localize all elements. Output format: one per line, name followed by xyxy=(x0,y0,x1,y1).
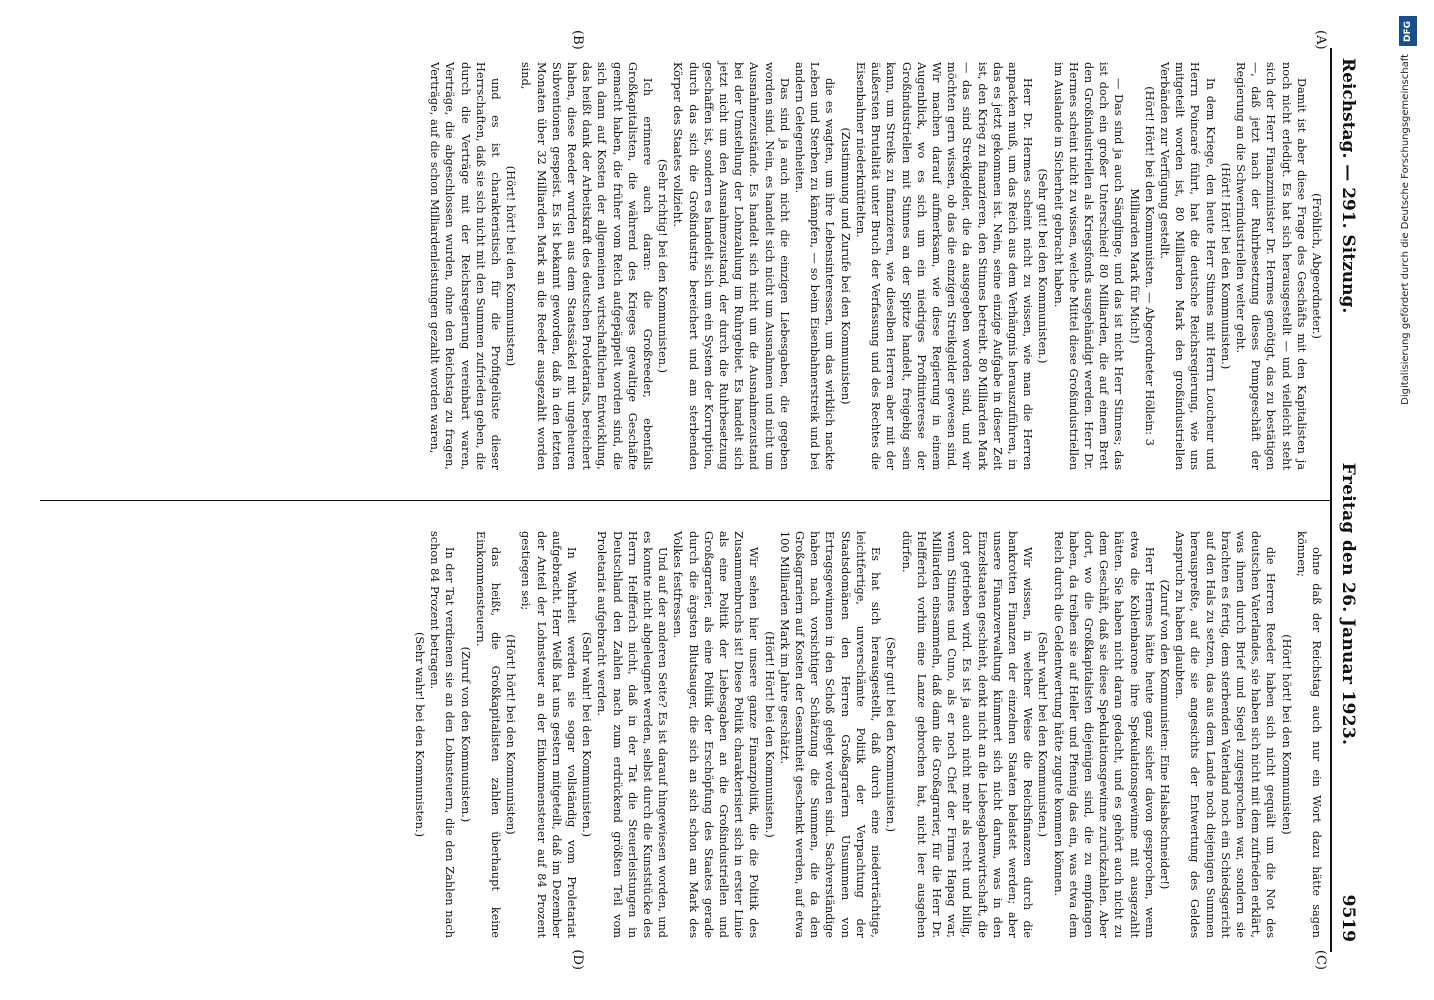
paragraph: Und auf der anderen Seite? Es ist darauf hingewiesen worden, und es konnte nicht abgeleugnet werden, selbst durch die Kunststücke des Herrn Helfferich nicht, daß in der Tat die Steuerleistungen in Deutschland den Zahlen nach zum erdrückend größten Teil vom Proletariat aufgebracht werden. xyxy=(595,531,670,938)
paragraph: Damit ist aber diese Frage des Geschäfts mit den Kapitalisten ja noch nicht erledigt. Es hat sich herausgestellt — und vielleicht steht sich der Herr Finanzminister Dr. Hermes genötigt, das zu bestätigen —, daß jetzt nach der Ruhrbesetzung dieses Pumpgeschäft der Regierung an die Schwerindustriellen weiter geht. xyxy=(1233,62,1308,470)
paragraph: (Fröhlich, Abgeordneter.) xyxy=(1310,193,1323,339)
paragraph: das heißt, die Großkapitalisten zahlen überhaupt keine Einkommensteuern. xyxy=(473,531,503,938)
left-column xyxy=(40,28,1330,500)
paragraph: In der Tat verdienen sie an den Lohnsteuern, die den Zahlen nach schon 84 Prozent betragen. xyxy=(428,531,457,938)
paragraph: Ich erinnere auch daran: die Großreeder, ebenfalls Großkapitalisten, die während des Krieges gewaltige Geschäfte gemacht haben, die früher vom Reich aufgepäppelt worden sind, die sich dann auf Kosten der allgemeinen wirtschaftlichen Entwicklung, das heißt dank der Arbeitskraft des deutschen Proletariats, bereichert haben, diese Reeder wurden aus dem Staatssäckel mit ungeheuren Subventionen gespeist. Es ist bekannt geworden, daß in den letzten Monaten über 32 Milliarden Mark an die Reeder ausgezahlt worden sind, xyxy=(519,62,655,470)
text-columns xyxy=(40,28,1330,972)
paragraph: (Hört! hört! bei den Kommunisten) xyxy=(504,165,518,367)
paragraph: die Herren Reeder haben sich nicht gequält um die Not des deutschen Vaterlandes, sie haben sich nicht mit dem zufrieden erklärt, was ihnen durch Brief und Siegel zugesprochen war, sondern sie brachten es fertig, dem sterbenden Vaterland noch ein Schiedsgericht auf den Hals zu setzen, das aus dem Lande noch diejenigen Summen herauspreßte, auf die sie angesichts der Entwertung des Geldes Anspruch zu haben glaubten. xyxy=(1173,531,1278,938)
paragraph: (Zustimmung und Zurufe bei den Kommunisten) xyxy=(838,127,852,405)
dfg-logo: DFG xyxy=(1399,16,1417,46)
paragraph: (Hört! Hört! bei den Kommunisten.) xyxy=(1218,162,1232,370)
paragraph: ohne daß der Reichstag auch nur ein Wort dazu hätte sagen können; xyxy=(1294,531,1323,938)
paragraph: (Hört! Hört! bei den Kommunisten.) xyxy=(762,631,776,838)
digitization-credit: Digitalisierung gefördert durch die Deutsche Forschungsgemeinschaft xyxy=(1400,54,1411,405)
page-header xyxy=(1332,18,1370,982)
paragraph: (Zuruf von den Kommunisten: Eine Halsabschneider!) xyxy=(1157,579,1171,890)
paragraph: Das sind ja auch nicht die einzigen Liebesgaben, die gegeben worden sind. Nein, es handelt sich nicht um Ausnahmen und nicht um Ausnahmezustände. Es handelt sich nicht um die Ausnahmezustand bei der Umstellung der Lohnzahlung im Ruhrgebiet. Es handelt sich jetzt nicht um den Ausnahmezustand, der durch die Ruhrbesetzung geschaffen ist, sondern es handelt sich um ein System der Korruption, durch das sich die Großindustrie bereichert und am sterbenden Körper des Staates vollzieht. xyxy=(671,62,791,470)
digitization-note xyxy=(1386,10,1430,990)
paragraph: Wir sehen hier unsere ganze Finanzpolitik, die die Politik des Zusammenbruchs ist! Diese Politik charakterisiert sich in erster Linie als eine Politik der Liebesgaben an die Großindustriellen und Großagrarier, als eine Politik der Erschöpfung des Staates gerade durch die ärgsten Blutsauger, die sich an sich schon am Mark des Volkes festfressen. xyxy=(671,531,761,938)
margin-marker-a: (A) xyxy=(1313,30,1328,50)
paragraph: (Hört! hört! bei den Kommunisten) xyxy=(1279,634,1293,835)
paragraph: die es wagten, um ihre Lebensinteressen, um das wirklich nackte Leben und Sterben zu kämpfen, — so beim Eisenbahnerstreik und bei andern Gelegenheiten. xyxy=(793,62,837,470)
paragraph: Herr Hermes hätte heute ganz sicher davon gesprochen, wenn etwa die Kohlenbarone ihre Spekulationsgewinne mit ausgezahlt hätten. Sie haben nicht daran gedacht, und es gehört auch nicht zu dem Geschäft, daß sie diese Spekulationsgewinne zurückzahlen. Aber dort, wo die Großkapitalisten diejenigen sind, die zu empfangen haben, da treiben sie auf Heller und Pfennig das ein, was etwa dem Reich durch die Geldentwertung hätte zugute kommen können. xyxy=(1051,531,1156,938)
paragraph: In Wahrheit werden sie sogar vollständig vom Proletariat aufgebracht. Herr Welß hat uns gestern mitgeteilt, daß im Dezember der Anteil der Lohnsteuer an der Einkommensteuer auf 84 Prozent gestiegen sei; xyxy=(519,531,579,938)
paragraph: (Hört! hört! bei den Kommunisten) xyxy=(504,634,518,835)
margin-marker-d: (D) xyxy=(570,949,585,970)
margin-marker-c: (C) xyxy=(1313,949,1328,970)
page-number: 9519 xyxy=(1338,894,1358,942)
paragraph: — Das sind ja auch Sänglinge, und das ist nicht Herr Stinnes; das ist doch ein großer Unterschied! 80 Milliarden, die auf einem Brett den Großindustriellen als Kriegsfonds ausgehändigt werden. Herr Dr. Hermes scheint nicht zu wissen, welche Mittel diese Großindustriellen im Auslande in Sicherheit gebracht haben. xyxy=(1051,62,1126,470)
paragraph: (Sehr wahr! bei den Kommunisten.) xyxy=(413,631,427,838)
paragraph: und es ist charakteristisch für die Profitgelüste dieser Herrschaften, daß sie sich nicht mit den Summen zufrieden geben, die durch die Verträge mit der Reichsregierung vereinbart waren, Verträge, die abgeschlossen wurden, ohne den Reichstag zu fragen, Verträge, auf die schon Milliardenleistungen gezahlt worden waren, xyxy=(428,62,503,470)
paragraph: Herr Dr. Hermes scheint nicht zu wissen, wie man die Herren anpacken muß, um das Reich aus dem Verhängnis herauszuführen, in das es jetzt gekommen ist. Nein, seine einzige Aufgabe in dieser Zeit ist, den Krieg zu finanzieren, den Stinnes betreibt. 80 Milliarden Mark — das sind Streikgelder, die da ausgegeben worden sind, und wir möchten gern wissen, ob das die einzigen Streikgelder gewesen sind. Wir machen darauf aufmerksam, wie diese Regierung in einem Augenblick, wo es sich um ein niedriges Profitinteresse der Großindustriellen mit Stinnes an der Spitze handelt, freigebig sein kann, um Streiks zu finanzieren, wie dieselben Herren aber mit der äußersten Brutalität unter Bruch der Verfassung und des Rechtes die Eisenbahner niederknüttelten. xyxy=(853,62,1035,470)
paragraph: (Sehr gut! bei den Kommunisten.) xyxy=(1036,168,1050,364)
right-column xyxy=(40,500,1330,972)
header-session: Reichstag. — 291. Sitzung. xyxy=(1338,58,1358,314)
margin-marker-b: (B) xyxy=(570,30,585,50)
paragraph: (Hört! Hört! bei den Kommunisten. — Abgeordneter Höllein: 3 Milliarden Mark für Mich!) xyxy=(1127,86,1156,446)
paragraph: (Sehr wahr! bei den Kommunisten.) xyxy=(1036,631,1050,838)
paragraph: Es hat sich herausgestellt, daß durch eine niederträchtige, leichtfertige, unverschämte Politik der Verpachtung der Staatsdomänen den Herren Großagrariern Unsummen von Ertragsgewinnen in den Schoß gelegt worden sind. Sachverständige haben nach vorsichtiger Schätzung die Summen, die da den Großagrariern auf Kosten der Gesamtheit geschenkt werden, auf etwa 100 Milliarden Mark im Jahre geschätzt. xyxy=(777,531,883,938)
paragraph: In dem Kriege, den heute Herr Stinnes mit Herrn Loucheur und Herrn Poincaré führt, hat die deutsche Reichsregierung, wie uns mitgeteilt worden ist, 80 Milliarden Mark den großindustriellen Verbänden zur Verfügung gestellt. xyxy=(1157,62,1217,470)
paragraph: (Sehr gut! bei den Kommunisten.) xyxy=(884,636,898,832)
paragraph: (Sehr richtig! bei den Kommunisten.) xyxy=(656,159,670,373)
paragraph: (Sehr wahr! bei den Kommunisten.) xyxy=(580,631,594,838)
header-date: Freitag den 26. Januar 1923. xyxy=(1338,462,1358,746)
paragraph: Wir wissen, in welcher Weise die Reichsfinanzen durch die bankrotten Finanzen der einzelnen Staaten belastet werden; aber unsere Finanzverwaltung kümmert sich nicht darum, was in den Einzelstaaten geschieht, denkt nicht an die Liebesgabenwirtschaft, die dort getrieben wird. Es ist ja auch nicht mehr als recht und billig, wenn Stinnes und Cuno, als er noch Chef der Firma Hapag war, Milliarden einsammeln, daß dann die Großagrarier, für die Herr Dr. Helfferich vorhin eine Lanze gebrochen hat, nicht leer ausgehen dürfen. xyxy=(899,531,1035,938)
header-rule xyxy=(1330,48,1332,952)
paragraph: (Zuruf von den Kommunisten.) xyxy=(458,646,472,823)
